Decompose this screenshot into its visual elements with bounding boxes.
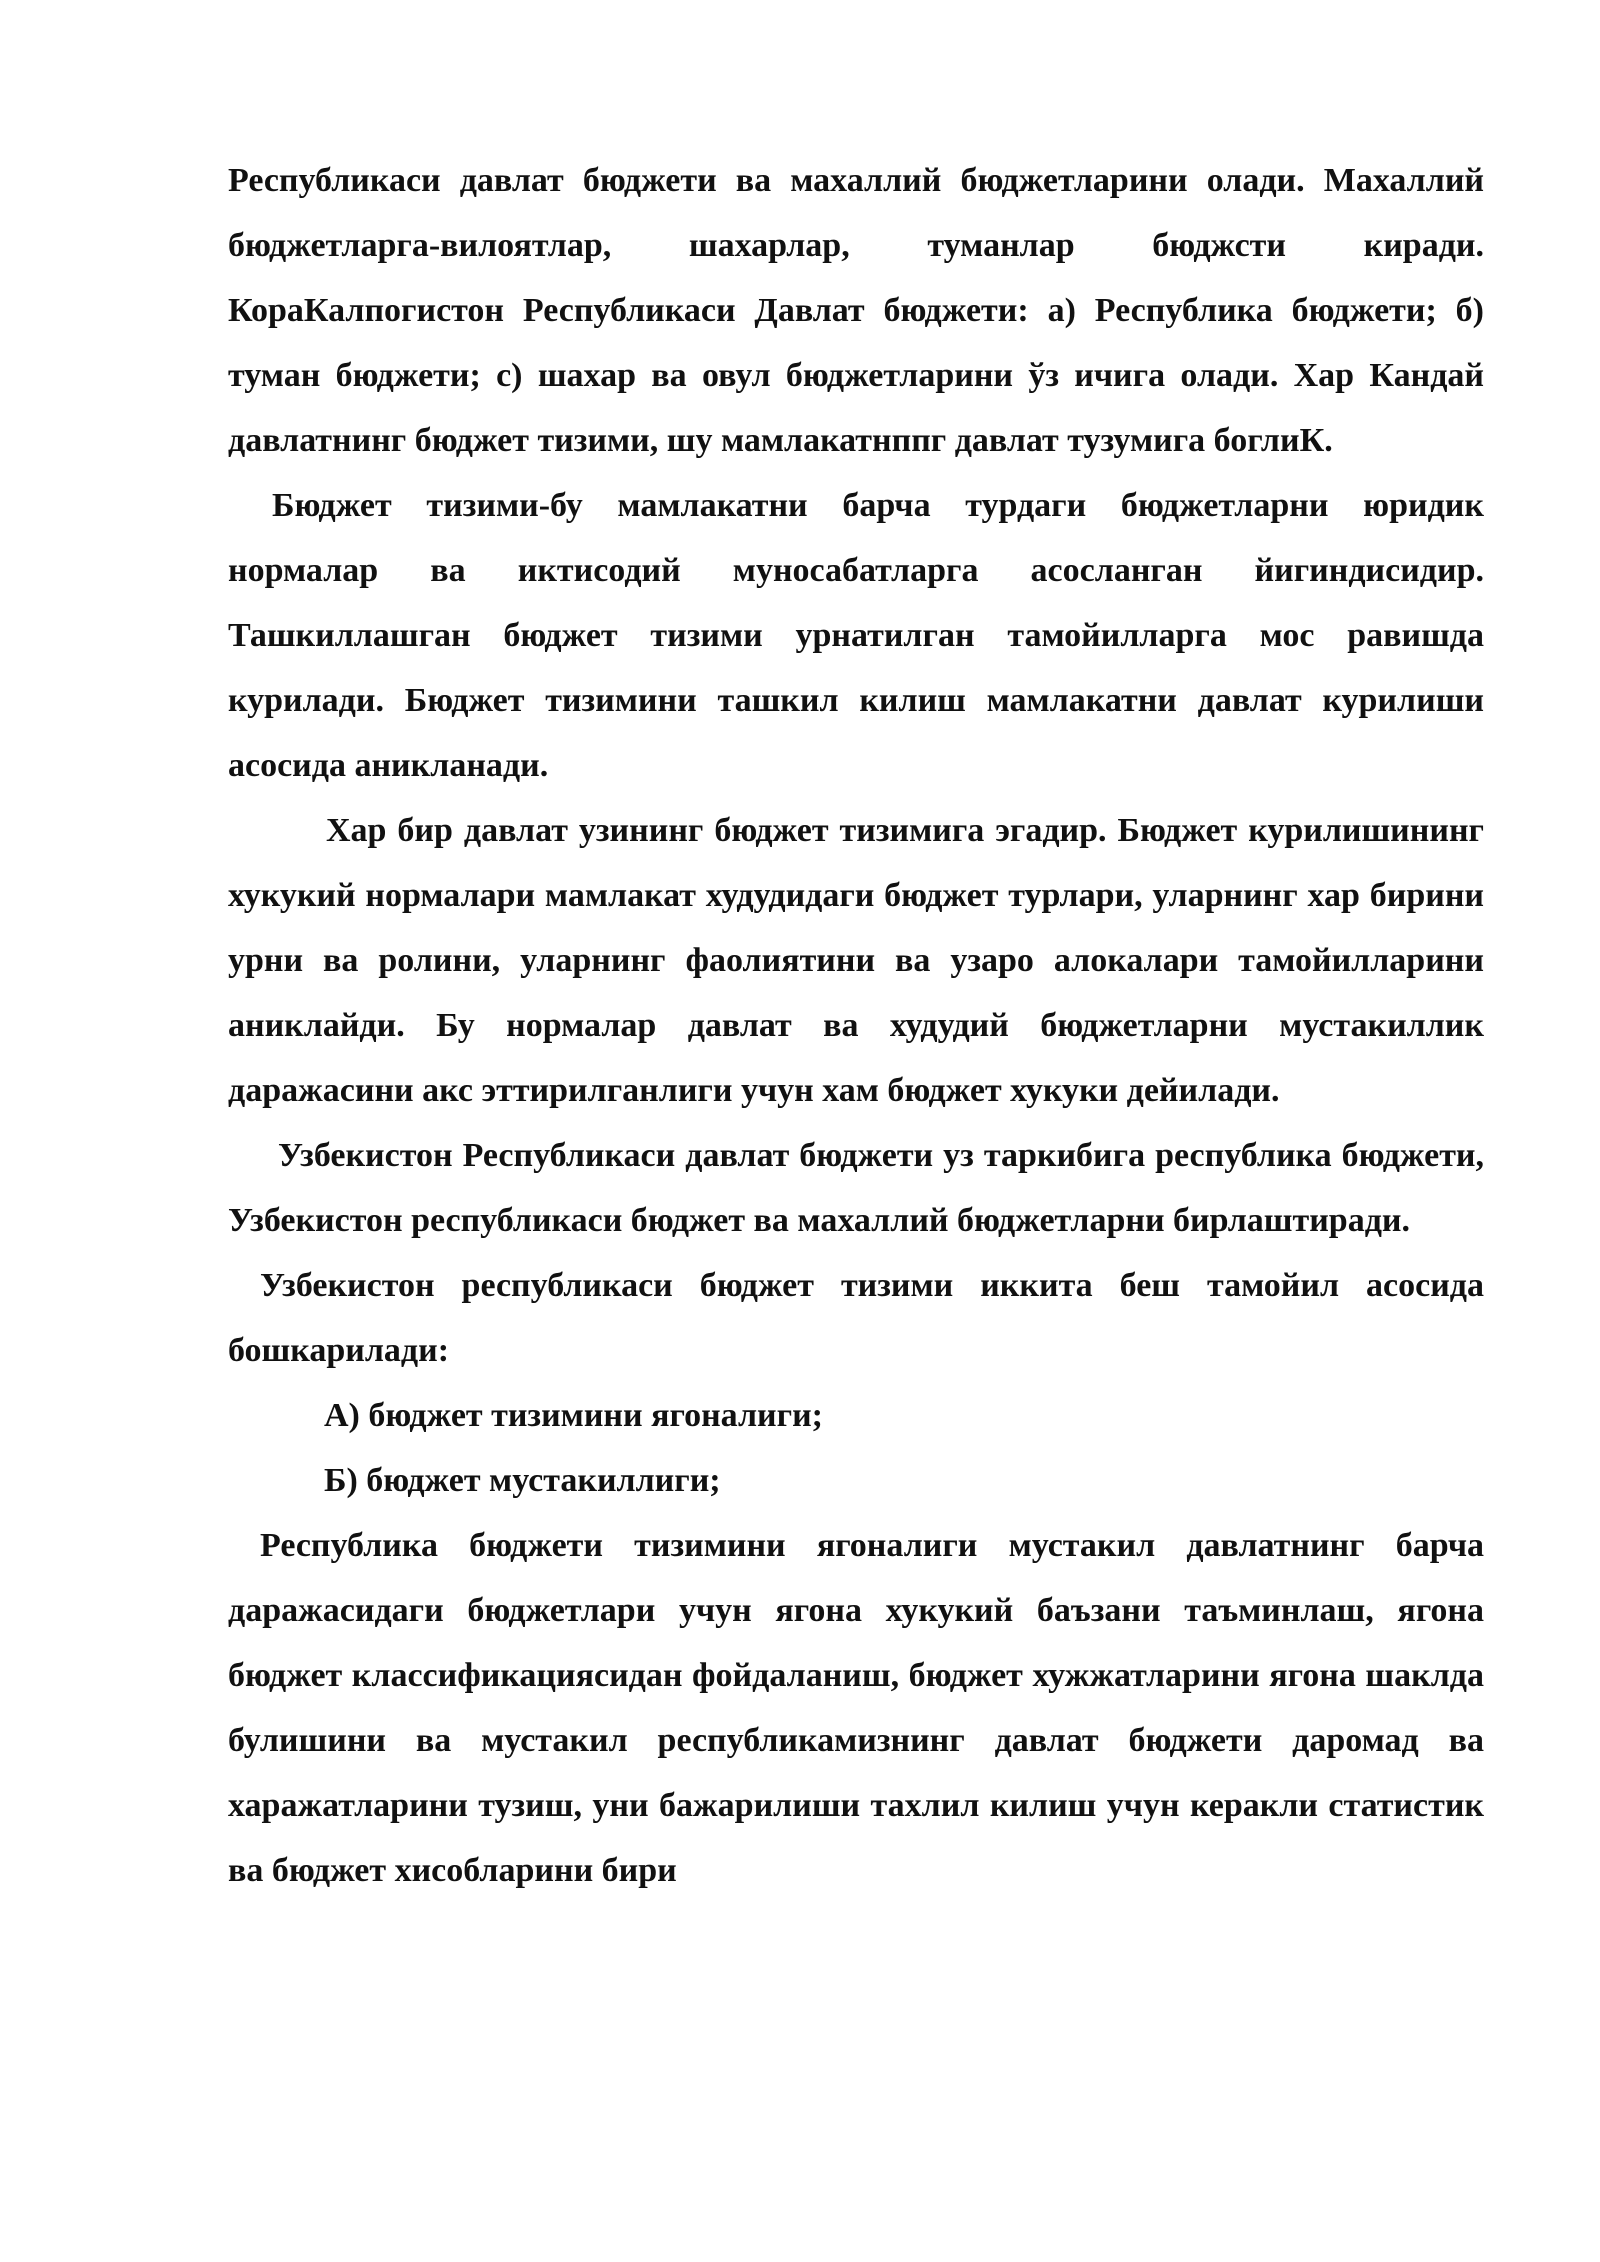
list-item-b: Б) бюджет мустакиллиги; [324, 1462, 721, 1499]
document-body [228, 148, 1484, 1903]
paragraph-3: Хар бир давлат узининг бюджет тизимига эгадир. Бюджет курилишининг хукукий нормалари мамлакат худудидаги бюджет турлари, уларнинг хар бирини урни ва ролини, уларнинг фаолиятини ва узаро алокалари тамойилларини аниклайди. Бу нормалар давлат ва худудий бюджетларни мустакиллик даражасини акс эттирилганлиги учун хам бюджет хукуки дейилади. [228, 812, 1484, 1109]
list-item-a: А) бюджет тизимини ягоналиги; [324, 1397, 823, 1434]
paragraph-1: Республикаси давлат бюджети ва махаллий бюджетларини олади. Махаллий бюджетларга-вилоятлар, шахарлар, туманлар бюджсти киради. КораКалпогистон Республикаси Давлат бюджети: а) Республика бюджети; б) туман бюджети; с) шахар ва овул бюджетларини ўз ичига олади. Хар Кандай давлатнинг бюджет тизими, шу мамлакатнппг давлат тузумига боглиК. [228, 162, 1484, 459]
paragraph-2: Бюджет тизими-бу мамлакатни барча турдаги бюджетларни юридик нормалар ва иктисодий муносабатларга асосланган йигиндисидир. Ташкиллашган бюджет тизими урнатилган тамойилларга мос равишда курилади. Бюджет тизимини ташкил килиш мамлакатни давлат курилиши асосида аникланади. [228, 487, 1484, 784]
paragraph-5: Узбекистон республикаси бюджет тизими иккита беш тамойил асосида бошкарилади: [228, 1267, 1484, 1369]
paragraph-4: Узбекистон Республикаси давлат бюджети уз таркибига республика бюджети, Узбекистон республикаси бюджет ва махаллий бюджетларни бирлаштиради. [228, 1137, 1484, 1239]
paragraph-6: Республика бюджети тизимини ягоналиги мустакил давлатнинг барча даражасидаги бюджетлари учун ягона хукукий баъзани таъминлаш, ягона бюджет классификациясидан фойдаланиш, бюджет хужжатларини ягона шаклда булишини ва мустакил республикамизнинг давлат бюджети даромад ва харажатларини тузиш, уни бажарилиши тахлил килиш учун керакли статистик ва бюджет хисобларини бири [228, 1527, 1484, 1889]
